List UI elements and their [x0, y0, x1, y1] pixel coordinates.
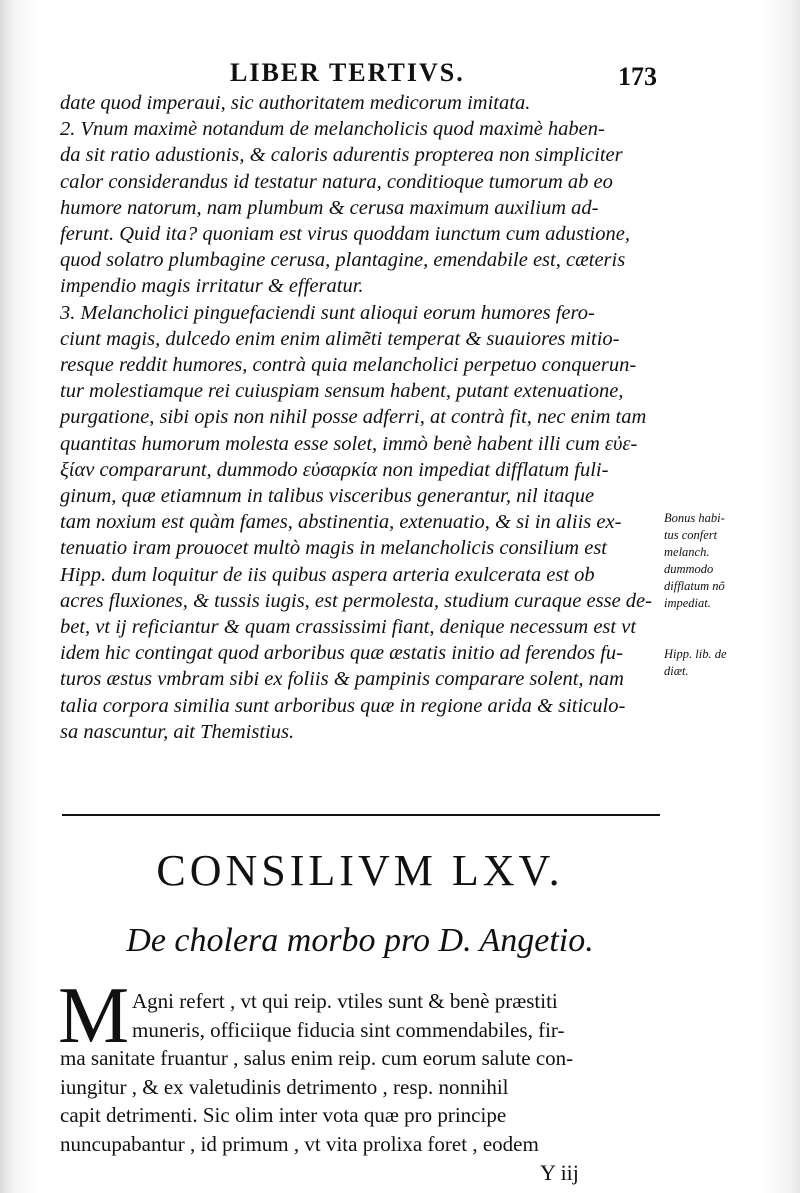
- body-line: tam noxium est quàm fames, abstinentia, extenuatio, & si in aliis ex-: [60, 511, 622, 534]
- body-line: sa nascuntur, ait Themistius.: [60, 720, 295, 743]
- drop-capital: M: [58, 972, 130, 1060]
- roman-line: nuncupabantur , id primum , vt vita prolixa foret , eodem: [60, 1131, 539, 1156]
- body-line: da sit ratio adustionis, & caloris adurentis propterea non simpliciter: [60, 144, 623, 167]
- body-line: Hipp. dum loquitur de iis quibus aspera arteria exulcerata est ob: [60, 563, 595, 586]
- roman-line: Agni refert , vt qui reip. vtiles sunt & benè præstiti: [132, 989, 558, 1013]
- body-line: ciunt magis, dulcedo enim enim alimẽti temperat & suauiores mitio-: [60, 327, 620, 350]
- body-line: ferunt. Quid ita? quoniam est virus quoddam iunctum cum adustione,: [60, 223, 630, 246]
- section-divider: [62, 814, 660, 816]
- body-line: quod solatro plumbagine cerusa, plantagine, emendabile est, cæteris: [60, 249, 626, 272]
- body-line: calor considerandus id testatur natura, conditioque tumorum ab eo: [60, 170, 613, 193]
- body-line: idem hic contingat quod arboribus quæ æstatis initio ad ferendos fu-: [60, 642, 623, 665]
- section-title: CONSILIVM LXV.: [156, 846, 564, 895]
- margin-note-line: Hipp. lib. de: [664, 647, 727, 661]
- body-line: 3. Melancholici pinguefaciendi sunt alioqui eorum humores fero-: [60, 301, 595, 324]
- margin-note-line: diæt.: [664, 664, 689, 678]
- signature-mark: Y iij: [540, 1160, 579, 1185]
- body-line: bet, vt ij reficiantur & quam crassissimi fiant, denique necessum est vt: [60, 616, 637, 639]
- body-line: date quod imperaui, sic authoritatem medicorum imitata.: [60, 92, 531, 114]
- margin-note-line: tus confert: [664, 528, 718, 542]
- roman-line: iungitur , & ex valetudinis detrimento , resp. nonnihil: [60, 1074, 509, 1099]
- body-line: 2. Vnum maximè notandum de melancholicis quod maximè haben-: [60, 118, 605, 141]
- body-line: tur molestiamque rei cuiuspiam sensum habent, putant extenuatione,: [60, 380, 624, 403]
- margin-notes: [664, 510, 784, 680]
- roman-line: ma sanitate fruantur , salus enim reip. cum eorum salute con-: [60, 1046, 574, 1070]
- body-line: acres fluxiones, & tussis iugis, est permolesta, studium curaque esse de-: [60, 589, 652, 612]
- body-line: talia corpora similia sunt arboribus quæ in regione arida & siticulo-: [60, 694, 626, 717]
- body-line: tenuatio iram prouocet multò magis in melancholicis consilium est: [60, 537, 607, 560]
- body-line: purgatione, sibi opis non nihil posse adferri, at contrà fit, nec enim tam: [60, 406, 647, 429]
- body-line: ξίαν compararunt, dummodo εὐσαρκία non impediat difflatum fuli-: [60, 458, 609, 481]
- italic-body-text: [60, 90, 660, 745]
- margin-note-line: difflatum nõ: [664, 579, 725, 593]
- margin-note-line: melanch.: [664, 545, 710, 559]
- body-line: ginum, quæ etiamnum in talibus visceribus generantur, nil itaque: [60, 485, 595, 508]
- section-subtitle: De cholera morbo pro D. Angetio.: [126, 922, 594, 959]
- running-head: LIBER TERTIVS.: [230, 58, 465, 87]
- margin-gap: [664, 612, 784, 646]
- body-line: resque reddit humores, contrà quia melancholici perpetuo conquerun-: [60, 354, 637, 377]
- body-line: turos æstus vmbram sibi ex foliis & pampinis comparare solent, nam: [60, 668, 624, 691]
- body-line: impendio magis irritatur & efferatur.: [60, 275, 364, 298]
- margin-note-line: impediat.: [664, 596, 711, 610]
- body-line: quantitas humorum molesta esse solet, immò benè habent illi cum εὐε-: [60, 432, 638, 455]
- margin-note-line: dummodo: [664, 562, 714, 576]
- roman-body-text: [60, 987, 660, 1158]
- roman-line: muneris, officiique fiducia sint commendabiles, fir-: [132, 1017, 565, 1042]
- margin-note-line: Bonus habi-: [664, 511, 725, 525]
- body-line: humore natorum, nam plumbum & cerusa maximum auxilium ad-: [60, 196, 599, 219]
- roman-line: capit detrimenti. Sic olim inter vota quæ pro principe: [60, 1103, 507, 1127]
- page-number: 173: [618, 62, 657, 91]
